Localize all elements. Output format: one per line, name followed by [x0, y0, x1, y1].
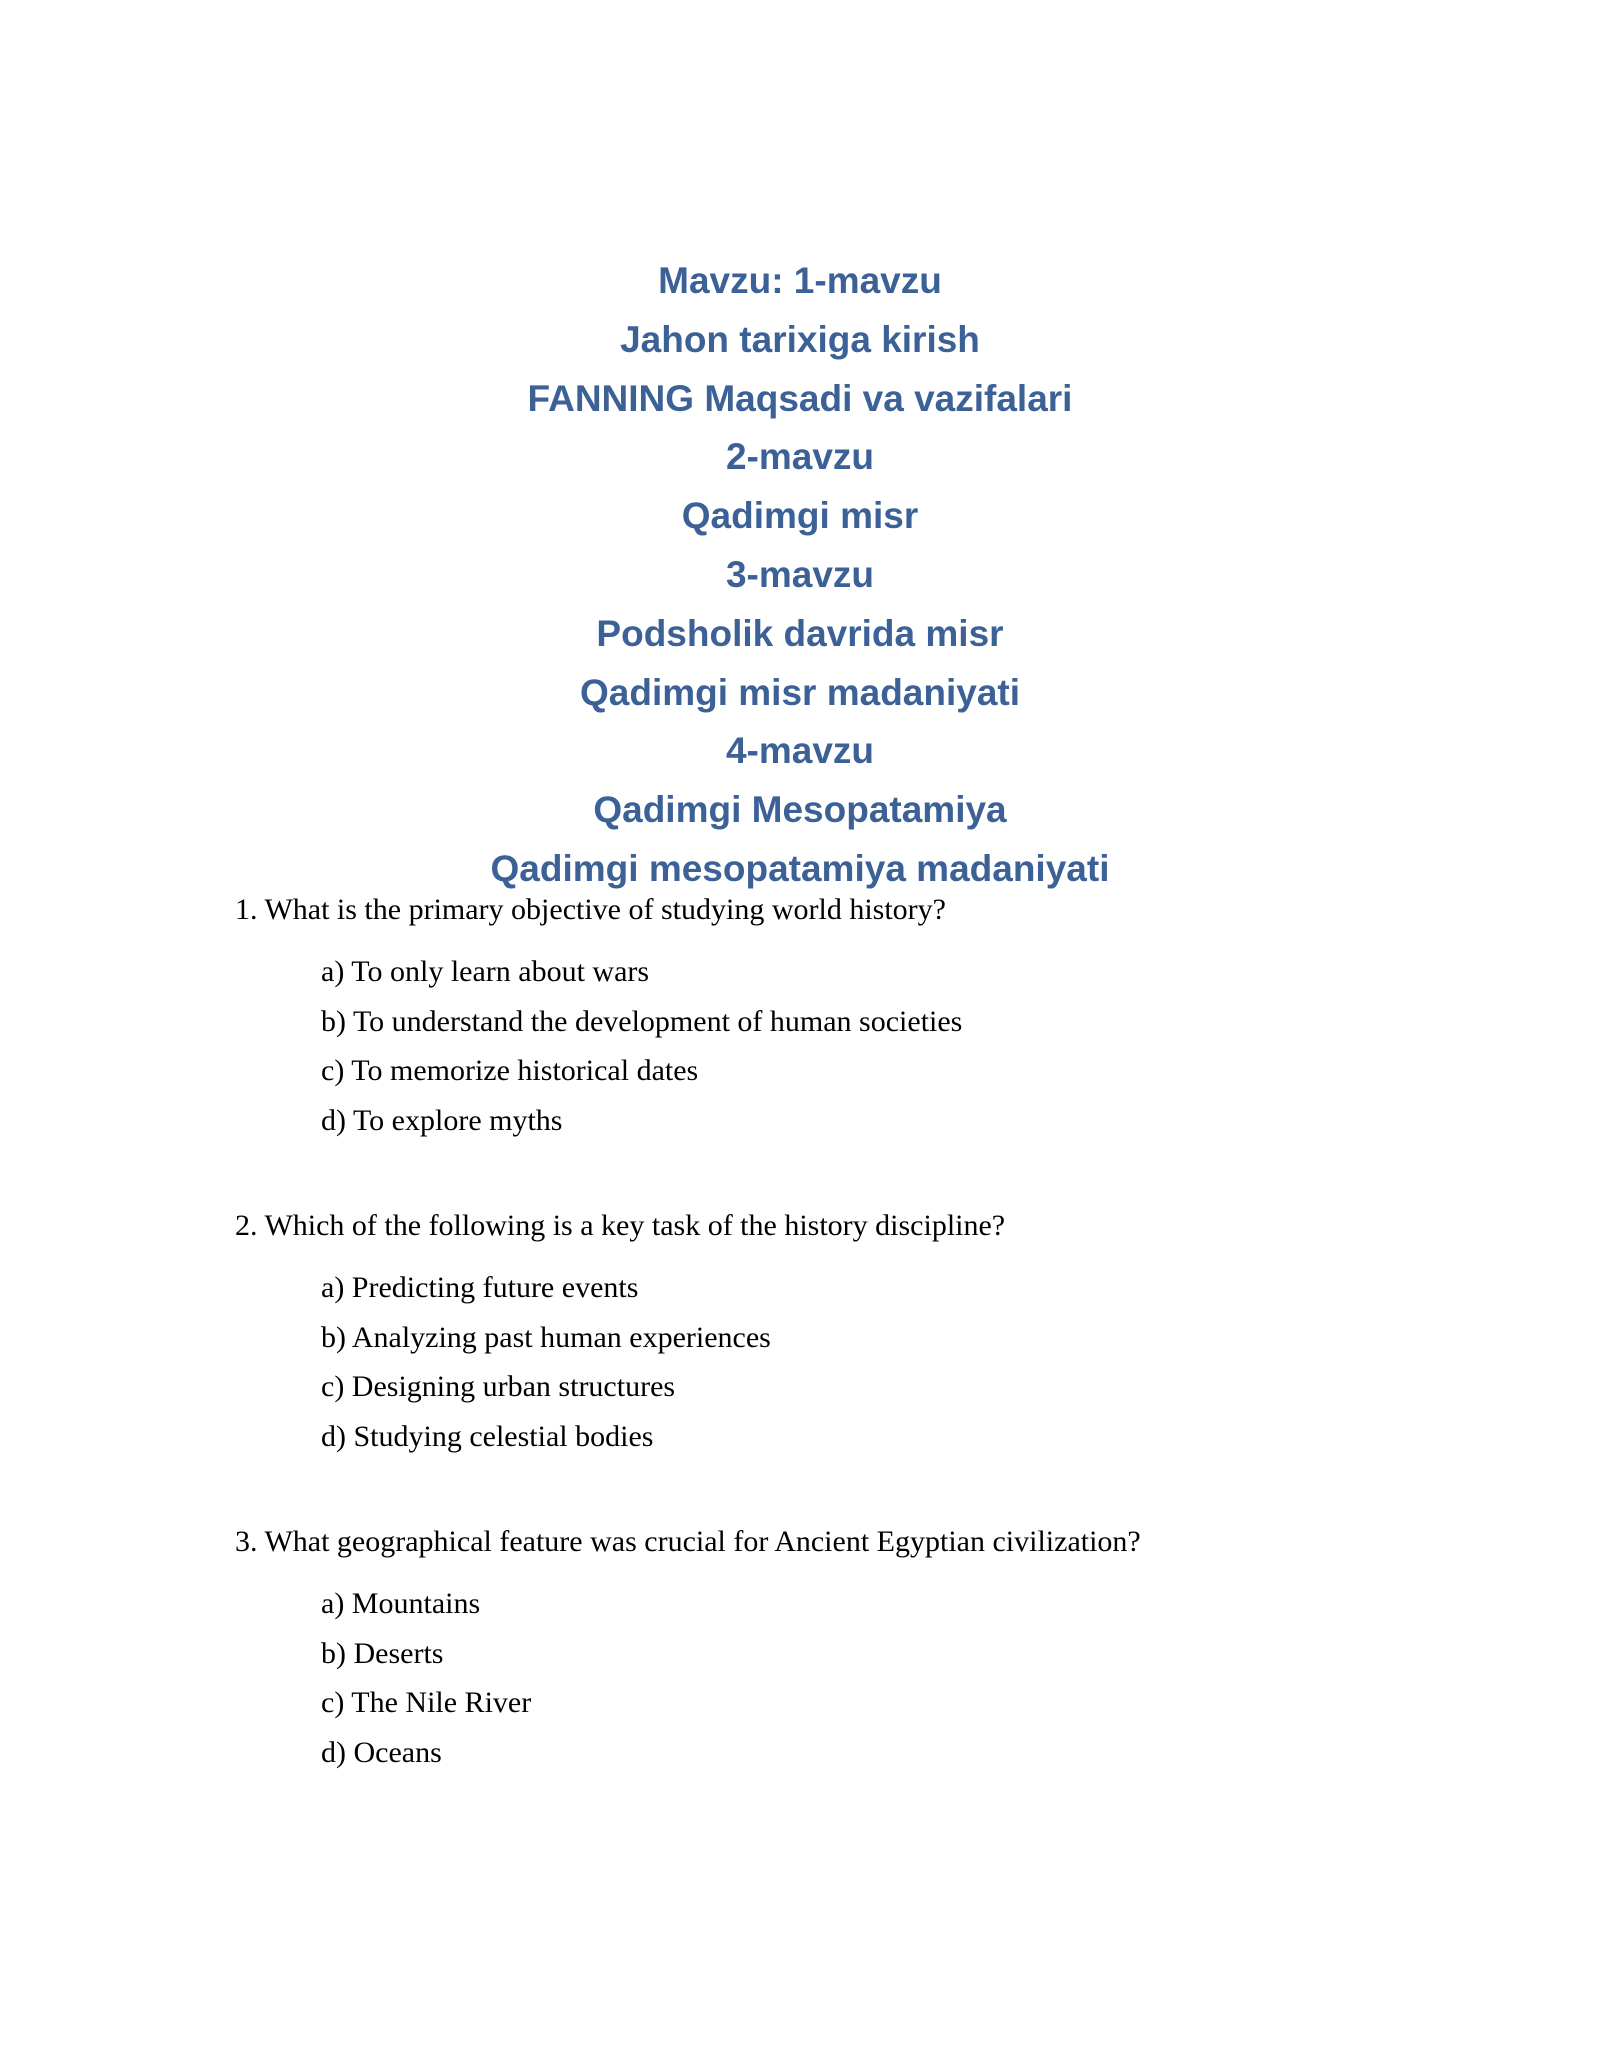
option-d: d) To explore myths — [321, 1103, 563, 1137]
question-text: 3. What geographical feature was crucial for Ancient Egyptian civilization? — [235, 1525, 1141, 1558]
question-3 — [235, 1522, 1495, 1777]
question-text: 2. Which of the following is a key task of the history discipline? — [235, 1209, 1006, 1242]
question-2 — [235, 1206, 1495, 1461]
heading-topic-4-title: Qadimgi Mesopatamiya — [593, 789, 1007, 831]
option-b: b) To understand the development of human societies — [321, 1004, 963, 1038]
option-b: b) Analyzing past human experiences — [321, 1320, 771, 1354]
heading-topic-3-label: 3-mavzu — [725, 553, 875, 595]
question-text: 1. What is the primary objective of studying world history? — [235, 893, 946, 926]
heading-topic-1-title: Jahon tarixiga kirish — [620, 318, 980, 360]
option-c: c) To memorize historical dates — [321, 1054, 699, 1087]
option-a: a) Mountains — [321, 1587, 481, 1620]
heading-topic-2-label: 2-mavzu — [725, 436, 875, 478]
option-d: d) Oceans — [321, 1735, 442, 1769]
heading-topic-3-subtitle: Qadimgi misr madaniyati — [579, 671, 1021, 713]
option-d: d) Studying celestial bodies — [321, 1419, 654, 1453]
question-list — [235, 890, 1495, 1838]
option-c: c) The Nile River — [321, 1686, 532, 1719]
heading-topic-4-subtitle: Qadimgi mesopatamiya madaniyati — [490, 847, 1110, 889]
option-b: b) Deserts — [321, 1636, 444, 1670]
heading-topic-1-subtitle: FANNING Maqsadi va vazifalari — [527, 377, 1073, 419]
question-1 — [235, 890, 1495, 1145]
heading-topic-1-label: Mavzu: 1-mavzu — [658, 260, 942, 301]
heading-topic-3-title: Podsholik davrida misr — [596, 612, 1004, 654]
topic-headings — [0, 252, 1600, 899]
option-a: a) To only learn about wars — [321, 955, 650, 988]
heading-topic-2-title: Qadimgi misr — [681, 495, 919, 537]
option-a: a) Predicting future events — [321, 1271, 639, 1304]
heading-topic-4-label: 4-mavzu — [725, 730, 875, 772]
option-c: c) Designing urban structures — [321, 1370, 676, 1403]
